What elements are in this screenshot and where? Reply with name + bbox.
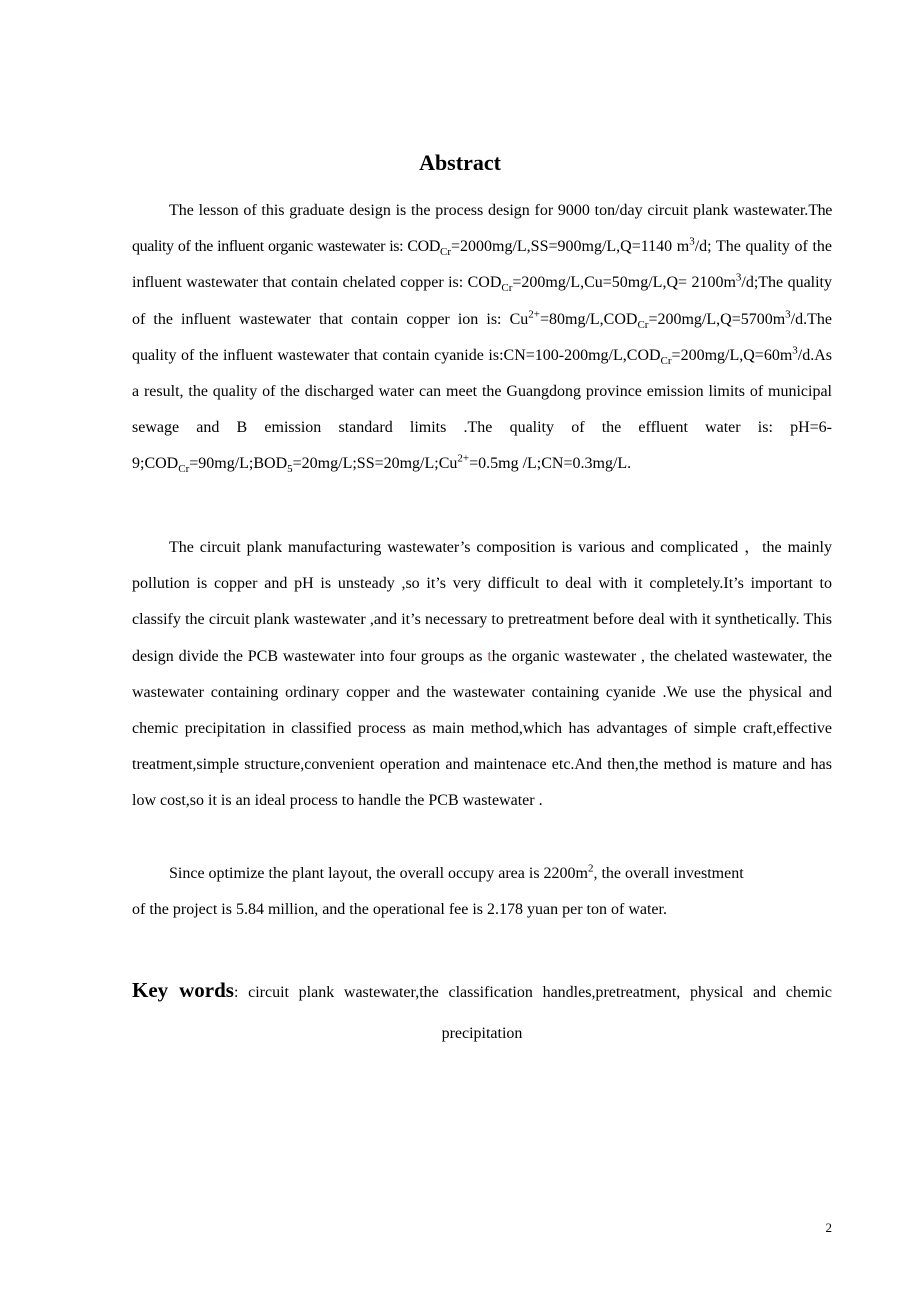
- page-number: 2: [825, 1220, 832, 1235]
- keywords-label: Key words: [132, 978, 234, 1002]
- keywords-section: [132, 970, 832, 1054]
- paragraph-text: The circuit plank manufacturing wastewater’s composition is various and complicated ，the mainly pollution is copper and pH is unsteady ,so it’s very difficult to deal with it completely.It’s important to classify the circuit plank wastewater ,and it’s necessary to pretreatment before deal with it synthetically. This design divide the PCB wastewater into four groups as the organic wastewater , the chelated wastewater, the wastewater containing ordinary copper and the wastewater containing cyanide .We use the physical and chemic precipitation in classified process as main method,which has advantages of simple craft,effective treatment,simple structure,convenient operation and maintenace etc.And then,the method is mature and has low cost,so it is an ideal process to handle the PCB wastewater .: [132, 539, 832, 810]
- paragraph-text: Since optimize the plant layout, the overall occupy area is $2200m^2$, the overall investment: [169, 862, 744, 882]
- abstract-paragraph-2: [132, 530, 832, 820]
- abstract-paragraph-3: [132, 856, 832, 928]
- keywords-text: : circuit plank wastewater,the classification handles,pretreatment, physical and chemic precipitation: [233, 984, 832, 1042]
- paragraph-text-continued: of the project is 5.84 million, and the operational fee is 2.178 yuan per ton of water.: [132, 901, 667, 919]
- abstract-title: Abstract: [419, 150, 501, 175]
- paragraph-text: The lesson of this graduate design is the process design for 9000 ton/day circuit plank wastewater.The quality of the influent organic wastewater is: $COD_{Cr}=2000mg/L,SS=900mg/L,Q=1140$ $m^3/d$; The quality of the influent wastewater that contain chelated copper is: $COD_{Cr}=200mg/L,Cu=50mg/L,Q=$ $2100m^3/d;The$ quality of the influent wastewater that contain copper ion is: $Cu^{2+}=80mg/L,COD_{Cr}=200mg/L,Q=5700m^3/d.The$ quality of the influent wastewater that contain cyanide $is:CN=100-200mg/L,COD_{Cr}=200mg/L,Q=60m^3/d.As$ a result, the quality of the discharged water can meet the Guangdong province emission limits of municipal sewage and B emission standard limits .The quality of the effluent water is: $pH=6-9;COD_{Cr}=90mg/L;BOD_5=20mg/L;SS=20mg/L;Cu^{2+}=0.5mg$ /L;CN=0.3mg/L.: [132, 202, 833, 476]
- abstract-paragraph-1: [132, 193, 832, 483]
- highlighted-letter: t: [487, 647, 492, 665]
